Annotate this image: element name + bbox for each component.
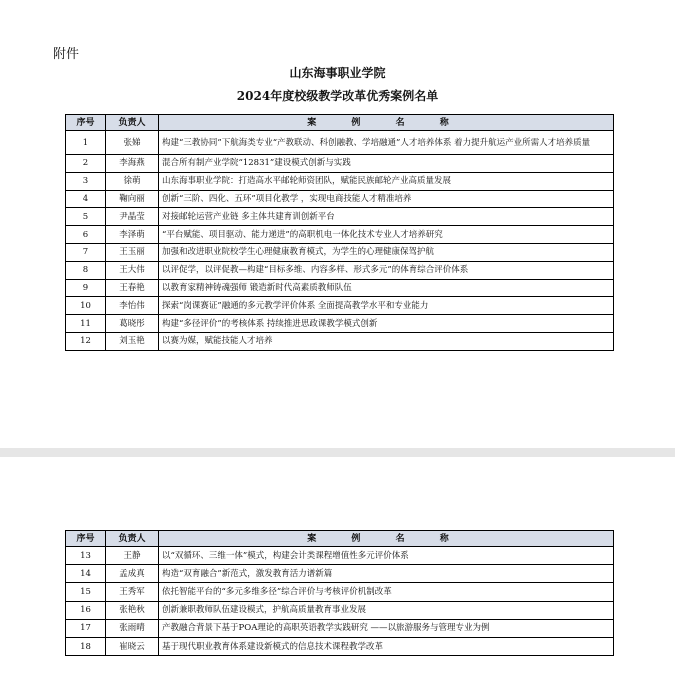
row-case: 依托智能平台的“多元多维多径”综合评价与考核评价机制改革 (159, 583, 614, 601)
row-owner: 崔晓云 (106, 637, 159, 655)
row-owner: 王玉丽 (106, 243, 159, 261)
row-case: 以教育家精神铸魂强师 锻造新时代高素质教师队伍 (159, 279, 614, 297)
row-no: 4 (66, 190, 106, 208)
row-no: 13 (66, 547, 106, 565)
row-no: 9 (66, 279, 106, 297)
row-case: 构建“多径评价”的考核体系 持续推进思政课教学模式创新 (159, 315, 614, 333)
case-table-page-1 (65, 114, 614, 351)
row-owner: 李怡伟 (106, 297, 159, 315)
table-row (66, 297, 614, 315)
table-row (66, 315, 614, 333)
row-case: 以“双循环、三维一体”模式，构建会计类课程增值性多元评价体系 (159, 547, 614, 565)
row-no: 3 (66, 172, 106, 190)
row-owner: 葛晓彤 (106, 315, 159, 333)
table-row (66, 601, 614, 619)
row-no: 18 (66, 637, 106, 655)
row-owner: 孟成真 (106, 565, 159, 583)
document-title-list: 2024年度校级教学改革优秀案例名单 (236, 89, 439, 103)
row-owner: 王秀军 (106, 583, 159, 601)
table-row (66, 208, 614, 226)
table-row (66, 131, 614, 155)
row-no: 12 (66, 332, 106, 350)
header-owner: 负责人 (106, 531, 159, 547)
row-owner: 张艳秋 (106, 601, 159, 619)
row-no: 14 (66, 565, 106, 583)
row-case: 对接邮轮运营产业链 多主体共建育训创新平台 (159, 208, 614, 226)
row-owner: 刘玉艳 (106, 332, 159, 350)
row-case: 以评促学，以评促教—构建“目标多维、内容多样、形式多元”的体育综合评价体系 (159, 261, 614, 279)
row-no: 16 (66, 601, 106, 619)
row-case: 构造“双育融合”新范式，激发教育活力谱新篇 (159, 565, 614, 583)
row-owner: 尹晶莹 (106, 208, 159, 226)
row-no: 15 (66, 583, 106, 601)
row-case: 基于现代职业教育体系建设新模式的信息技术课程教学改革 (159, 637, 614, 655)
table-row (66, 547, 614, 565)
row-case: 混合所有制产业学院“12831”建设模式创新与实践 (159, 155, 614, 173)
row-no: 6 (66, 226, 106, 244)
page-separator (0, 448, 675, 457)
table-row (66, 155, 614, 173)
row-case: 构建“三教协同”下航海类专业“产教联动、科创融教、学培融通”人才培养体系 着力提升航运产业所需人才培养质量 (159, 131, 614, 155)
header-no: 序号 (66, 115, 106, 131)
table-row (66, 279, 614, 297)
table-row (66, 261, 614, 279)
table-row (66, 172, 614, 190)
row-no: 8 (66, 261, 106, 279)
row-case: 加强和改进职业院校学生心理健康教育模式，为学生的心理健康保驾护航 (159, 243, 614, 261)
attachment-label: 附件 (53, 47, 80, 62)
table-row (66, 565, 614, 583)
document-title-school: 山东海事职业学院 (289, 66, 386, 80)
table-row (66, 243, 614, 261)
table-row (66, 583, 614, 601)
row-owner: 王大伟 (106, 261, 159, 279)
row-owner: 张雨晴 (106, 619, 159, 637)
document-page-2 (0, 457, 675, 684)
row-no: 17 (66, 619, 106, 637)
row-no: 2 (66, 155, 106, 173)
row-no: 11 (66, 315, 106, 333)
row-case: 探索“岗课赛证”融通的多元教学评价体系 全面提高教学水平和专业能力 (159, 297, 614, 315)
table-row (66, 637, 614, 655)
row-case: 以赛为媒，赋能技能人才培养 (159, 332, 614, 350)
table-row (66, 190, 614, 208)
table-row (66, 332, 614, 350)
row-case: 产教融合背景下基于POA理论的高职英语教学实践研究 ——以旅游服务与管理专业为例 (159, 619, 614, 637)
row-owner: 张娣 (106, 131, 159, 155)
table-row (66, 226, 614, 244)
header-case-name: 案 例 名 称 (159, 531, 614, 547)
row-no: 7 (66, 243, 106, 261)
table-row (66, 619, 614, 637)
header-owner: 负责人 (106, 115, 159, 131)
header-case-name: 案 例 名 称 (159, 115, 614, 131)
row-case: 创新“三阶、四化、五环”项目化教学 ，实现电商技能人才精准培养 (159, 190, 614, 208)
row-owner: 王静 (106, 547, 159, 565)
row-owner: 徐萌 (106, 172, 159, 190)
row-case: “平台赋能、项目驱动、能力递进”的高职机电一体化技术专业人才培养研究 (159, 226, 614, 244)
row-no: 1 (66, 131, 106, 155)
header-no: 序号 (66, 531, 106, 547)
row-owner: 鞠向丽 (106, 190, 159, 208)
case-table-page-2 (65, 530, 614, 656)
row-owner: 李泽萌 (106, 226, 159, 244)
row-owner: 李海燕 (106, 155, 159, 173)
row-case: 山东海事职业学院：打造高水平邮轮师资团队，赋能民族邮轮产业高质量发展 (159, 172, 614, 190)
row-owner: 王春艳 (106, 279, 159, 297)
row-no: 5 (66, 208, 106, 226)
row-case: 创新兼职教师队伍建设模式，护航高质量教育事业发展 (159, 601, 614, 619)
row-no: 10 (66, 297, 106, 315)
